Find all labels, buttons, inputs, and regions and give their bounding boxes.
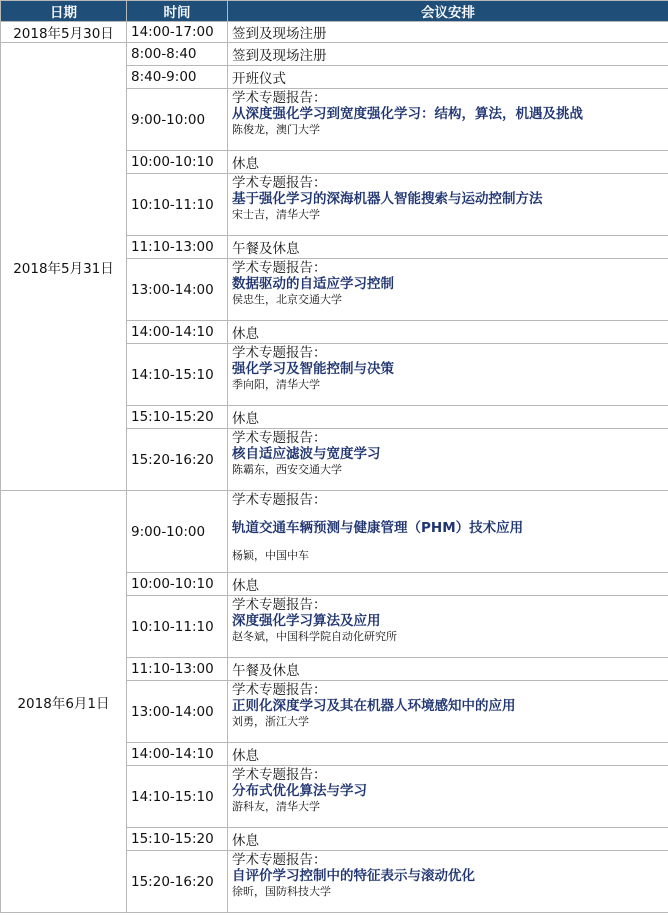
date-cell: 2018年6月1日 [1,491,127,913]
talk-label: 学术专题报告： [232,767,327,783]
talk-title: 正则化深度学习及其在机器人环境感知中的应用 [232,698,516,714]
talk-label: 学术专题报告： [232,852,327,868]
talk-speaker: 游科友，清华大学 [232,800,320,813]
talk-cell [228,259,668,321]
time-cell: 14:10-15:10 [127,766,228,828]
talk-speaker: 宋士吉，清华大学 [232,208,320,221]
talk-cell [228,851,668,913]
time-cell: 11:10-13:00 [127,236,228,259]
time-cell: 10:10-11:10 [127,596,228,658]
talk-label: 学术专题报告： [232,682,327,698]
talk-label: 学术专题报告： [232,175,327,191]
time-cell: 10:10-11:10 [127,174,228,236]
time-cell: 9:00-10:00 [127,491,228,573]
time-cell: 15:10-15:20 [127,828,228,851]
talk-title: 深度强化学习算法及应用 [232,613,381,629]
time-cell: 9:00-10:00 [127,89,228,151]
talk-speaker: 侯忠生，北京交通大学 [232,293,342,306]
talk-speaker: 季向阳，清华大学 [232,378,320,391]
talk-speaker: 陈霸东，西安交通大学 [232,463,342,476]
talk-title: 基于强化学习的深海机器人智能搜索与运动控制方法 [232,191,543,207]
table-row [1,491,668,573]
talk-cell [228,344,668,406]
time-cell: 11:10-13:00 [127,658,228,681]
time-cell: 14:00-17:00 [127,22,228,43]
header-date: 日期 [1,1,127,22]
table-row [1,22,668,43]
talk-label: 学术专题报告： [232,345,327,361]
agenda-item: 休息 [228,743,668,766]
agenda-item: 签到及现场注册 [228,22,668,43]
time-cell: 13:00-14:00 [127,681,228,743]
talk-cell [228,89,668,151]
agenda-item: 午餐及休息 [228,236,668,259]
date-cell: 2018年5月30日 [1,22,127,43]
agenda-item: 休息 [228,321,668,344]
talk-label: 学术专题报告： [232,90,327,106]
table-row [1,43,668,66]
talk-speaker: 杨颖，中国中车 [232,549,309,562]
time-cell: 14:00-14:10 [127,743,228,766]
time-cell: 8:40-9:00 [127,66,228,89]
agenda-item: 午餐及休息 [228,658,668,681]
talk-cell [228,429,668,491]
agenda-item: 开班仪式 [228,66,668,89]
header-agenda: 会议安排 [228,1,668,22]
talk-speaker: 陈俊龙，澳门大学 [232,123,320,136]
time-cell: 15:20-16:20 [127,851,228,913]
talk-label: 学术专题报告： [232,597,327,613]
agenda-item: 签到及现场注册 [228,43,668,66]
talk-title: 强化学习及智能控制与决策 [232,361,394,377]
talk-label: 学术专题报告： [232,492,327,508]
agenda-item: 休息 [228,573,668,596]
time-cell: 10:00-10:10 [127,573,228,596]
talk-title: 核自适应滤波与宽度学习 [232,446,381,462]
talk-speaker: 刘勇，浙江大学 [232,715,309,728]
talk-label: 学术专题报告： [232,430,327,446]
talk-cell [228,174,668,236]
talk-cell [228,491,668,573]
talk-cell [228,766,668,828]
time-cell: 15:10-15:20 [127,406,228,429]
agenda-item: 休息 [228,828,668,851]
talk-title: 自评价学习控制中的特征表示与滚动优化 [232,868,475,884]
time-cell: 15:20-16:20 [127,429,228,491]
spacer [232,537,668,549]
talk-speaker: 徐昕，国防科技大学 [232,885,331,898]
header-time: 时间 [127,1,228,22]
talk-label: 学术专题报告： [232,260,327,276]
agenda-item: 休息 [228,151,668,174]
talk-title: 数据驱动的自适应学习控制 [232,276,394,292]
header-row [1,1,668,22]
talk-title: 从深度强化学习到宽度强化学习：结构，算法，机遇及挑战 [232,106,583,122]
agenda-item: 休息 [228,406,668,429]
time-cell: 14:10-15:10 [127,344,228,406]
talk-cell [228,681,668,743]
talk-title: 分布式优化算法与学习 [232,783,367,799]
time-cell: 14:00-14:10 [127,321,228,344]
time-cell: 10:00-10:10 [127,151,228,174]
talk-title: 轨道交通车辆预测与健康管理（PHM）技术应用 [232,520,524,536]
spacer [232,508,668,520]
talk-cell [228,596,668,658]
time-cell: 13:00-14:00 [127,259,228,321]
date-cell: 2018年5月31日 [1,43,127,491]
time-cell: 8:00-8:40 [127,43,228,66]
talk-speaker: 赵冬斌，中国科学院自动化研究所 [232,630,397,643]
